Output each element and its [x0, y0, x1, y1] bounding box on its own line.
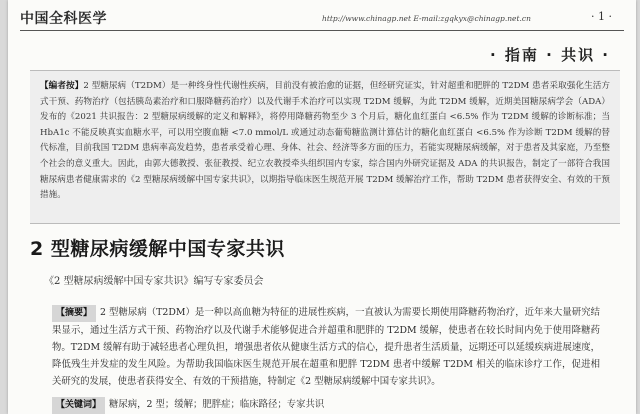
section-label: · 指南 · 共识 ·: [490, 46, 610, 64]
editor-note-label: 【编者按】: [40, 81, 84, 91]
keywords: [52, 396, 600, 414]
editor-note: [40, 79, 610, 204]
article-title: 2 型糖尿病缓解中国专家共识: [30, 238, 285, 260]
editor-note-box: [30, 70, 620, 224]
keywords-text: 糖尿病，2 型；缓解；肥胖症；临床路径；专家共识: [109, 399, 325, 410]
page-number: · 1 ·: [591, 10, 612, 23]
abstract-label: 【摘要】: [52, 305, 96, 322]
author-committee: 《2 型糖尿病缓解中国专家共识》编写专家委员会: [44, 276, 264, 287]
editor-note-text: 2 型糖尿病（T2DM）是一种终身性代谢性疾病，目前没有被治愈的证据，但经研究证实，针对超重和肥胖的 T2DM 患者采取强化生活方式干预、药物治疗（包括胰岛素治疗和口服降糖药治疗）以及代谢手术治疗可以实现 T2DM 缓解，为此 T2DM 缓解，近期美国糖尿病学会（ADA）发布的《2021 共识报告：2 型糖尿病缓解的定义和解释》，将停用降糖药物至少 3 个月后，糖化血红蛋白 <6.5% 作为 T2DM 缓解的诊断标准；当 HbA1c 不能反映真实血糖水平，可以用空腹血糖 <7.0 mmol/L 或通过动态葡萄糖监测计算估计的糖化血红蛋白 <6.5% 作为诊断 T2DM 缓解的替代标准，目前我国 T2DM 患病率高发趋势，患者承受着心理、身体、社会、经济等多方面的压力，若能实现糖尿病缓解，对于患者及其家庭，乃至整个社会的意义重大。因此，由郭大德教授、张征教授、纪立农教授牵头组织国内专家，综合国内外研究证据及 ADA 的共识报告，制定了一部符合我国糖尿病患者健康需求的《2 型糖尿病缓解中国专家共识》，以期指导临床医生规范开展 T2DM 缓解治疗工作，帮助 T2DM 患者获得安全、有效的干预措施。: [40, 81, 610, 201]
journal-page: [8, 0, 636, 414]
keywords-label: 【关键词】: [52, 397, 105, 414]
header-rule: [20, 30, 624, 31]
journal-logo: 中国全科医学: [20, 11, 107, 27]
page-header: [20, 6, 626, 36]
abstract-text: 2 型糖尿病（T2DM）是一种以高血糖为特征的进展性疾病，一直被认为需要长期使用降糖药物治疗，近年来大量研究结果显示，通过生活方式干预、药物治疗以及代谢手术能够促进合并超重和肥胖的 T2DM 缓解，使患者在较长时间内免于使用降糖药物。T2DM 缓解有助于减轻患者心理负担，增强患者依从健康生活方式的信心，提升患者生活质量，远期还可以延缓疾病进展速度，降低残生并发症的发生风险。为帮助我国临床医生规范开展在超重和肥胖 T2DM 患者中缓解 T2DM 相关的临床诊疗工作，促进相关研究的发展，使患者获得安全、有效的干预措施，特制定《2 型糖尿病缓解中国专家共识》。: [52, 307, 600, 387]
abstract: [52, 304, 600, 390]
journal-urls: http://www.chinagp.net E-mail:zgqkyx@chinagp.net.cn: [322, 14, 531, 23]
